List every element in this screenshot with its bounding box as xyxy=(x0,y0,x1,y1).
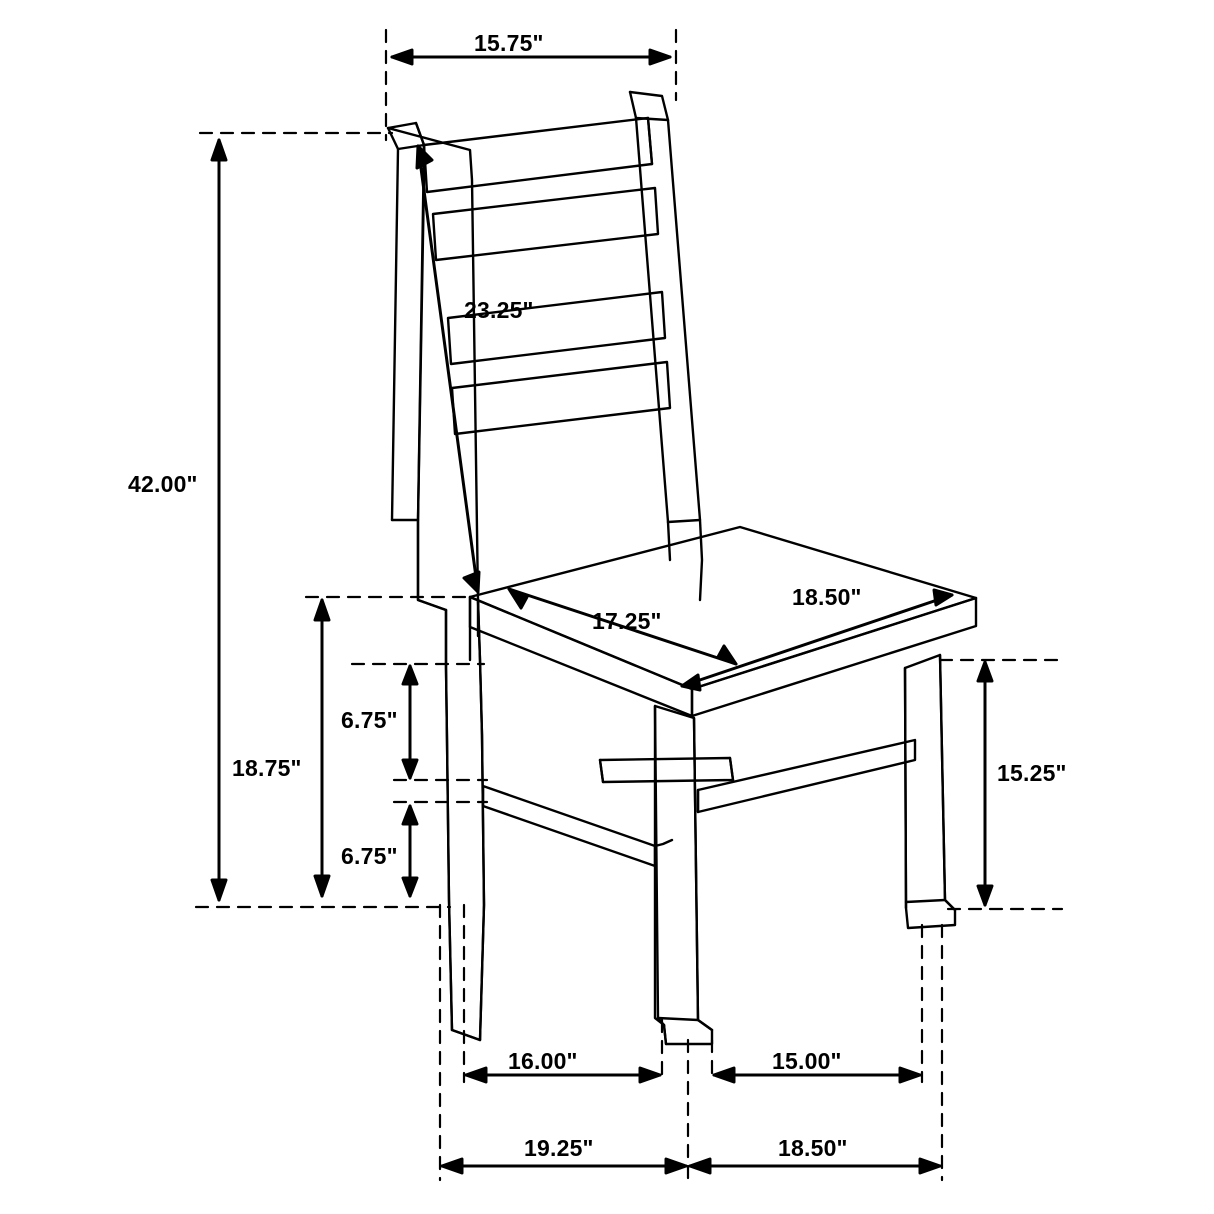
front-leg-center xyxy=(655,706,712,1044)
seat-top xyxy=(470,527,976,689)
dimension-label-stretcher-lower-gap: 6.75" xyxy=(341,843,398,869)
dimension-label-seat-back-width: 15.75" xyxy=(474,30,544,56)
dimension-label-stretcher-upper-gap: 6.75" xyxy=(341,707,398,733)
dimension-label-side-leg-span: 15.00" xyxy=(772,1048,842,1074)
back-right-post xyxy=(630,92,702,600)
stretcher-left-lower xyxy=(483,786,655,866)
stretcher-cross xyxy=(600,758,733,782)
dimension-label-overall-side-depth: 18.50" xyxy=(778,1135,848,1161)
dimension-label-seat-depth-diagonal: 17.25" xyxy=(592,608,662,634)
dimension-label-overall-front-width: 19.25" xyxy=(524,1135,594,1161)
dimension-label-overall-height: 42.00" xyxy=(128,471,198,497)
dimension-label-side-seat-height: 15.25" xyxy=(997,760,1067,786)
extension-lines xyxy=(196,30,1062,1180)
dimension-label-back-height-diagonal: 23.25" xyxy=(464,297,534,323)
rear-right-leg xyxy=(905,655,955,928)
back-upper-slat xyxy=(424,118,658,260)
dimension-label-front-leg-span: 16.00" xyxy=(508,1048,578,1074)
dimension-label-seat-height: 18.75" xyxy=(232,755,302,781)
dimension-label-seat-width-diagonal: 18.50" xyxy=(792,584,862,610)
